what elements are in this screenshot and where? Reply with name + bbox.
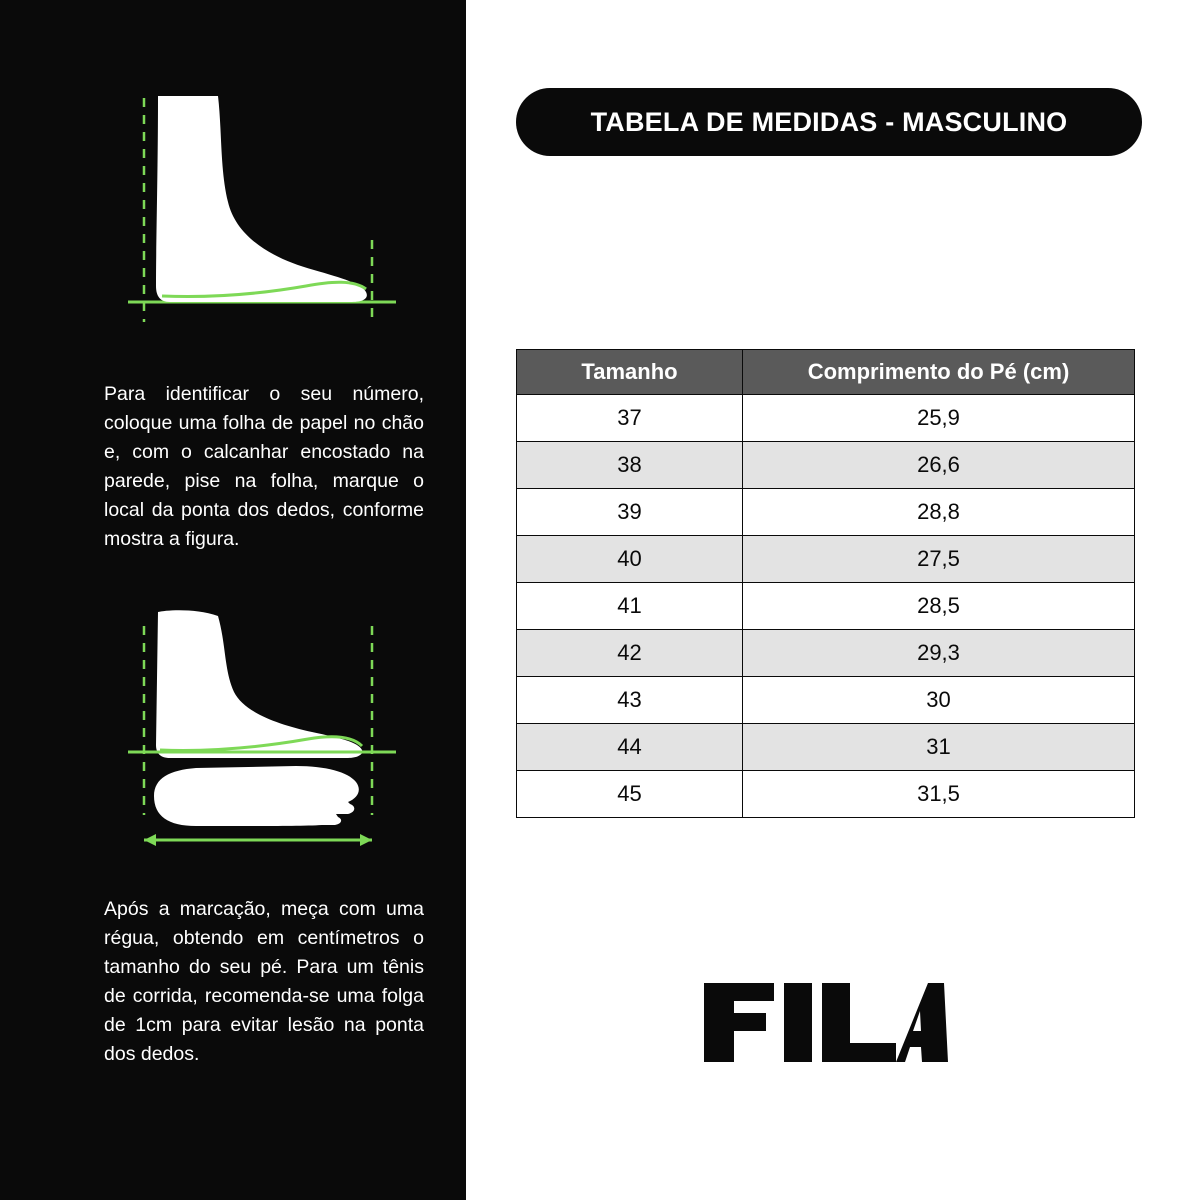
- cell-size: 43: [517, 677, 743, 724]
- table-row: [517, 442, 1135, 489]
- cell-size: 42: [517, 630, 743, 677]
- table-header-row: [517, 350, 1135, 395]
- cell-size: 38: [517, 442, 743, 489]
- cell-size: 37: [517, 395, 743, 442]
- foot-side-and-top-view-diagram: [100, 600, 430, 850]
- cell-size: 39: [517, 489, 743, 536]
- table-row: [517, 536, 1135, 583]
- cell-size: 44: [517, 724, 743, 771]
- cell-foot-length: 28,5: [743, 583, 1135, 630]
- foot-side-view-diagram: [100, 90, 430, 340]
- column-header-foot-length: Comprimento do Pé (cm): [743, 350, 1135, 395]
- cell-size: 41: [517, 583, 743, 630]
- instruction-text-2: Após a marcação, meça com uma régua, obtendo em centímetros o tamanho do seu pé. Para um tênis de corrida, recomenda-se uma folga de 1cm para evitar lesão na ponta dos dedos.: [104, 897, 424, 1065]
- cell-foot-length: 28,8: [743, 489, 1135, 536]
- cell-size: 40: [517, 536, 743, 583]
- size-table: [516, 349, 1135, 818]
- table-row: [517, 724, 1135, 771]
- table-row: [517, 489, 1135, 536]
- page-title: [516, 88, 1142, 156]
- table-row: [517, 771, 1135, 818]
- table-row: [517, 395, 1135, 442]
- fila-logo: [700, 975, 950, 1070]
- instructions-panel: [0, 0, 466, 1200]
- cell-foot-length: 27,5: [743, 536, 1135, 583]
- table-row: [517, 677, 1135, 724]
- page-title-label: TABELA DE MEDIDAS - MASCULINO: [590, 106, 1068, 137]
- cell-foot-length: 29,3: [743, 630, 1135, 677]
- table-row: [517, 630, 1135, 677]
- table-row: [517, 583, 1135, 630]
- cell-foot-length: 25,9: [743, 395, 1135, 442]
- cell-foot-length: 30: [743, 677, 1135, 724]
- column-header-size: Tamanho: [517, 350, 743, 395]
- cell-foot-length: 26,6: [743, 442, 1135, 489]
- cell-foot-length: 31: [743, 724, 1135, 771]
- instruction-text-1: Para identificar o seu número, coloque uma folha de papel no chão e, com o calcanhar encostado na parede, pise na folha, marque o local da ponta dos dedos, conforme mostra a figura.: [104, 382, 424, 550]
- cell-foot-length: 31,5: [743, 771, 1135, 818]
- cell-size: 45: [517, 771, 743, 818]
